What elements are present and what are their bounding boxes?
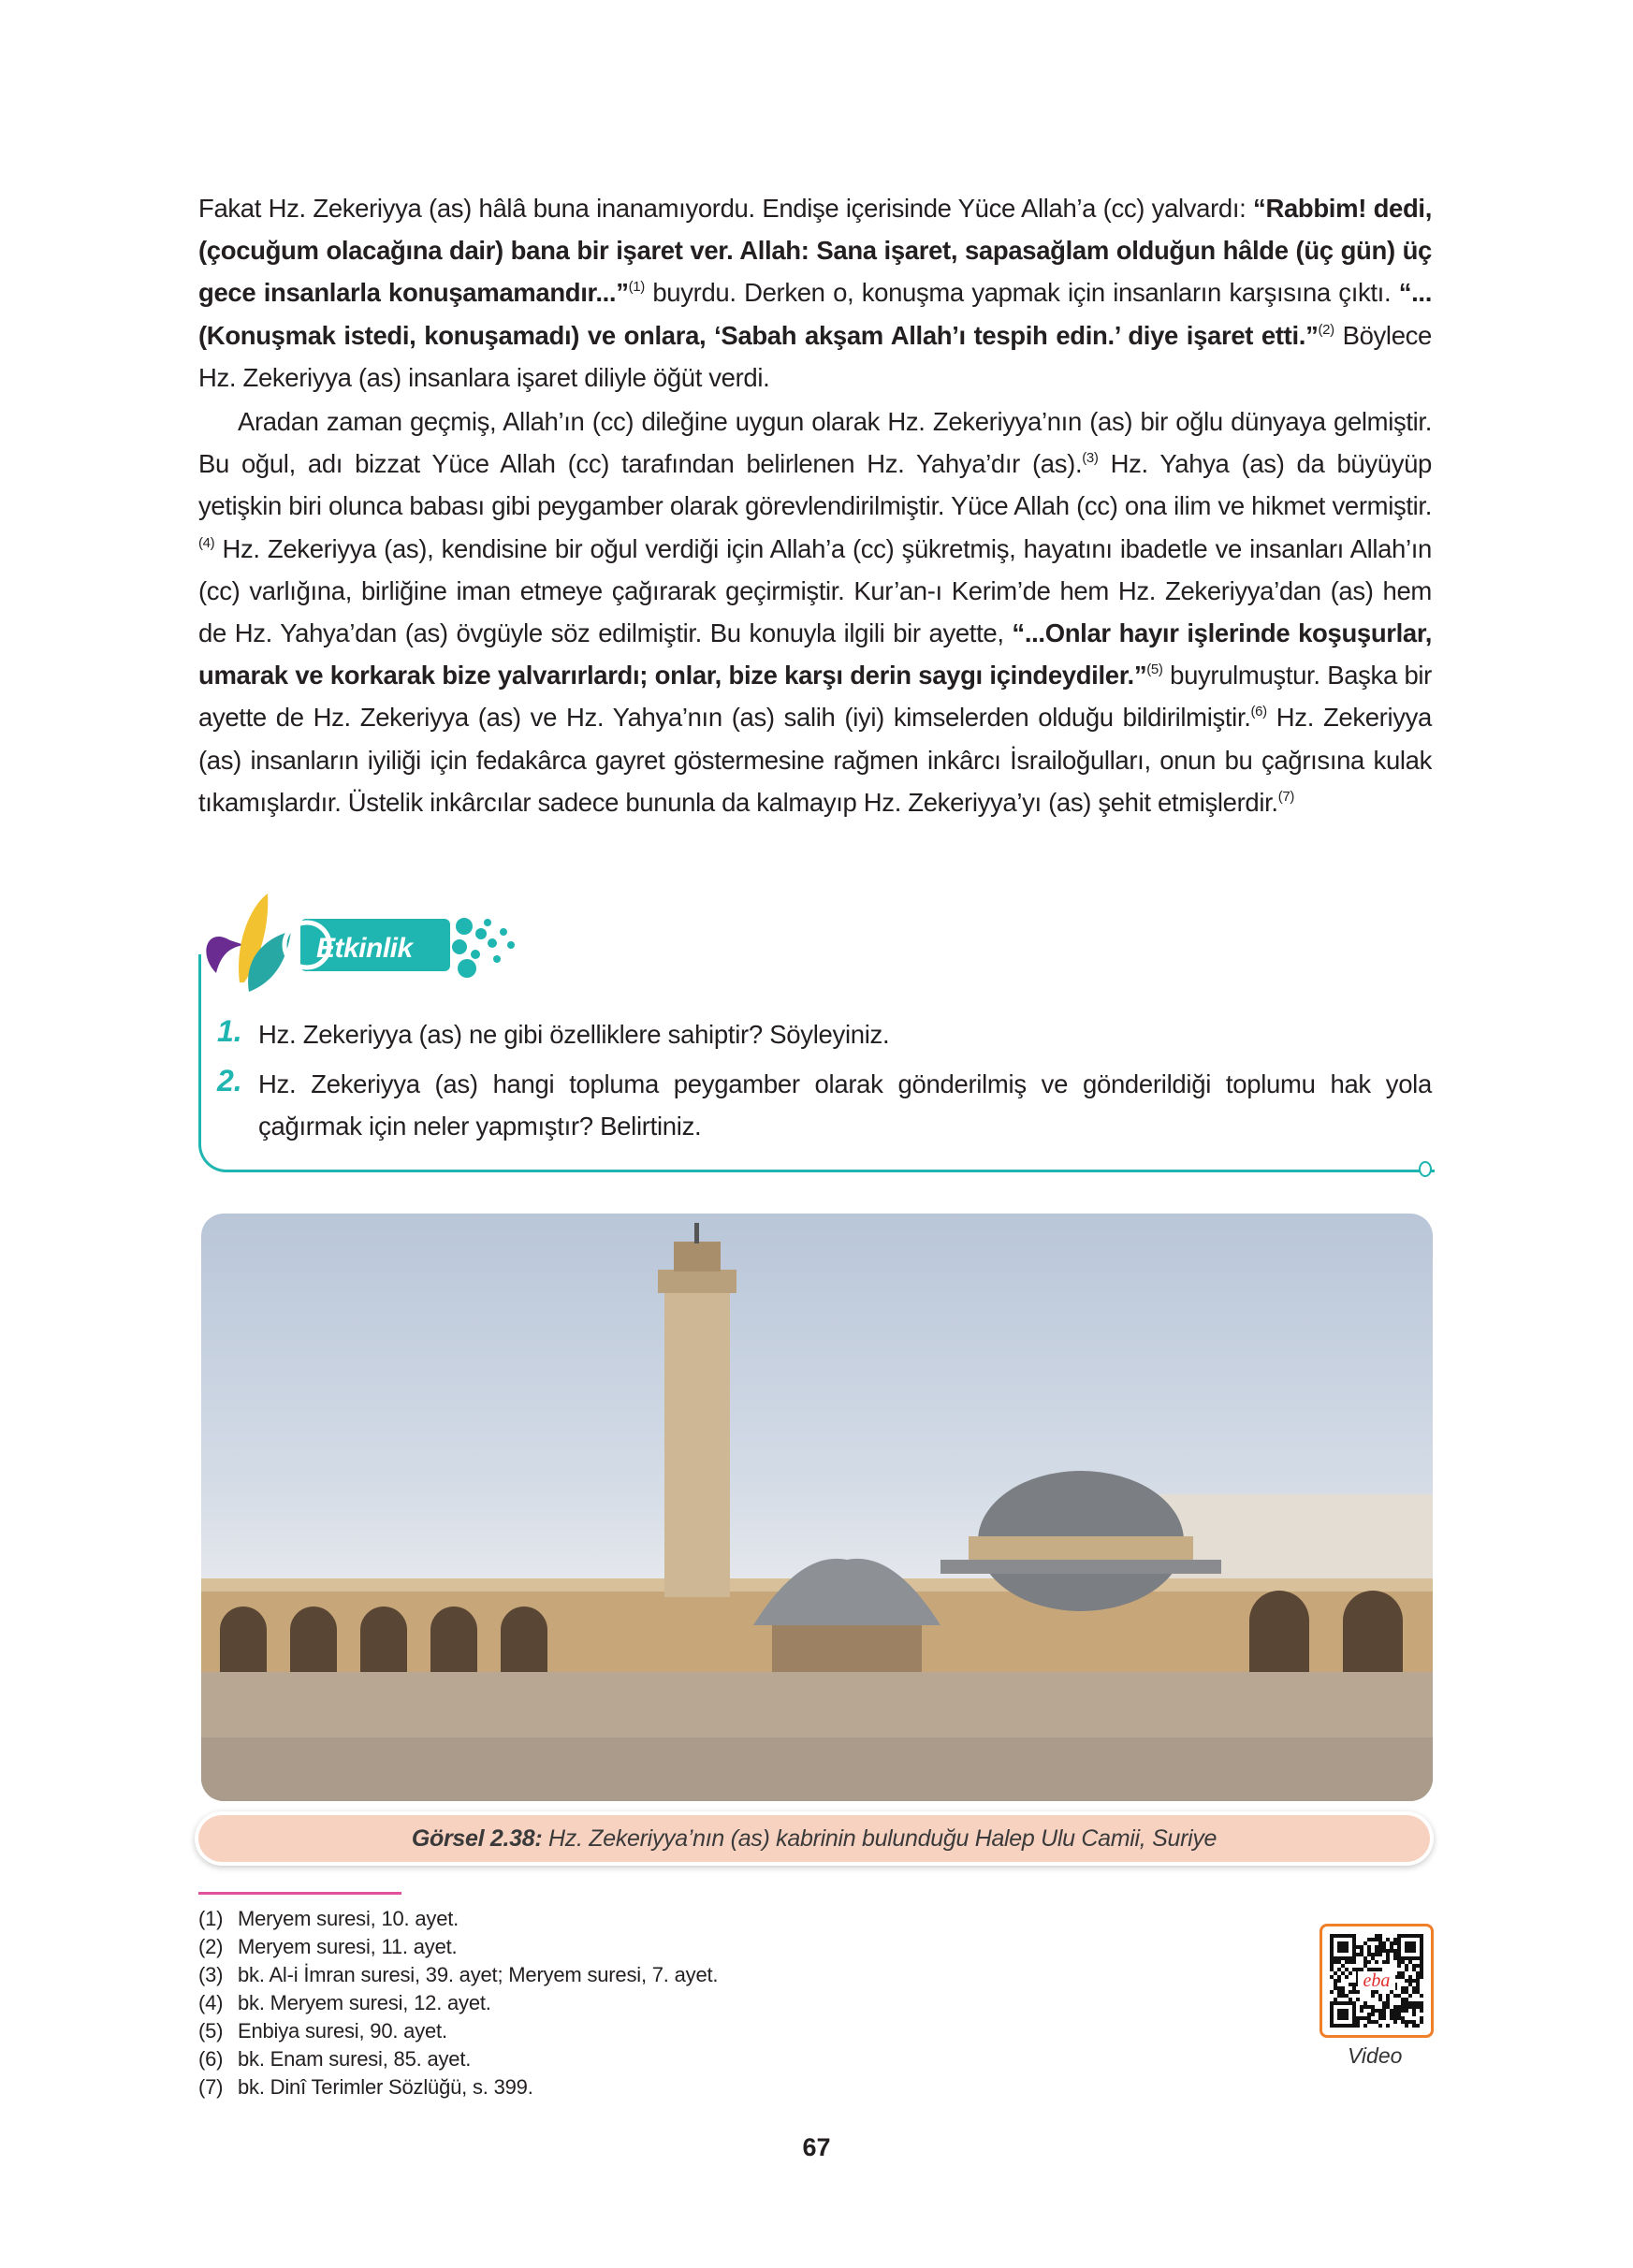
text-segment: buyrdu. Derken o, konuşma yapmak için insanların karşısına çıktı.: [644, 278, 1399, 308]
footnote-number: (6): [198, 2047, 224, 2071]
footnote-text: bk. Meryem suresi, 12. ayet.: [238, 1991, 491, 2014]
eba-logo: eba: [1363, 1970, 1391, 1991]
footnote-number: (4): [198, 1991, 224, 2014]
footnote-item: [198, 1989, 718, 2017]
footnote-text: bk. Al-i İmran suresi, 39. ayet; Meryem suresi, 7. ayet.: [238, 1963, 719, 1986]
footnotes: [198, 1905, 718, 2101]
paragraph-1: [198, 187, 1432, 399]
text-segment: Hz. Yahya (as) da büyüyüp yetişkin biri olunca babası gibi peygamber olarak görevlendirilmiştir. Yüce Allah (cc) ona ilim ve hikmet vermiştir.: [198, 449, 1432, 521]
quoted-verse: “Rabbim! dedi, (çocuğum olacağına dair) bana bir işaret ver. Allah: Sana işaret, sapasağlam olduğun hâlde (üç gün) üç gece insanlarla konuşamamandır...”: [198, 194, 1432, 308]
paragraph-2: [198, 400, 1432, 823]
question-number: 1.: [217, 1014, 242, 1048]
footnote-reference: (5): [1146, 662, 1163, 678]
footnote-text: bk. Dinî Terimler Sözlüğü, s. 399.: [238, 2075, 533, 2099]
page-number: 67: [802, 2133, 831, 2161]
caption-text: Hz. Zekeriyya’nın (as) kabrinin bulunduğu Halep Ulu Camii, Suriye: [542, 1825, 1217, 1852]
activity-title: Etkinlik: [316, 933, 413, 964]
question-number: 2.: [217, 1064, 242, 1098]
qr-code-icon: [1322, 1926, 1431, 2035]
figure-caption: [198, 1815, 1430, 1862]
footnote-text: bk. Enam suresi, 85. ayet.: [238, 2047, 472, 2071]
footnote-reference: (2): [1318, 321, 1334, 338]
text-segment: Böylece Hz. Zekeriyya (as) insanlara işaret diliyle öğüt verdi.: [198, 320, 1432, 392]
footnote-reference: (4): [198, 534, 215, 551]
text-segment: Aradan zaman geçmiş, Allah’ın (cc) dileğine uygun olarak Hz. Zekeriyya’nın (as) bir oğlu dünyaya gelmiştir. Bu oğul, adı bizzat Yüce Allah (cc) tarafından belirlenen Hz. Yahya’dır (as).: [198, 407, 1432, 479]
quoted-verse: “...(Konuşmak istedi, konuşamadı) ve onlara, ‘Sabah akşam Allah’ı tespih edin.’ diye işaret etti.”: [198, 278, 1432, 350]
footnote-reference: (6): [1250, 704, 1267, 720]
footnote-number: (5): [198, 2019, 224, 2043]
question-text: Hz. Zekeriyya (as) hangi topluma peygamber olarak gönderilmiş ve gönderildiği toplumu hak yola çağırmak için neler yapmıştır? Belirtiniz.: [258, 1069, 1432, 1141]
footnote-item: [198, 2017, 718, 2045]
footnote-item: [198, 1961, 718, 1989]
footnote-number: (2): [198, 1935, 224, 1958]
quoted-verse: “...Onlar hayır işlerinde koşuşurlar, umarak ve korkarak bize yalvarırlardı; onlar, bize karşı derin saygı içindeydiler.”: [198, 618, 1432, 691]
footnote-item: [198, 1933, 718, 1961]
footnote-reference: (1): [628, 279, 645, 296]
footnote-item: [198, 2045, 718, 2073]
text-segment: Fakat Hz. Zekeriyya (as) hâlâ buna inanamıyordu. Endişe içerisinde Yüce Allah’a (cc) yalvardı:: [198, 194, 1254, 223]
footnote-text: Meryem suresi, 10. ayet.: [238, 1907, 459, 1930]
footnote-item: [198, 1905, 718, 1933]
activity-line-end: [1419, 1161, 1432, 1177]
caption-label: Görsel 2.38:: [411, 1825, 543, 1852]
footnote-item: [198, 2073, 718, 2101]
footnote-divider: [198, 1892, 401, 1895]
text-segment: Hz. Zekeriyya (as) insanların iyiliği için fedakârca gayret göstermesine rağmen inkârcı İsrailoğulları, onun bu çağrısına kulak tıkamışlardır. Üstelik inkârcılar sadece bununla da kalmayıp Hz. Zekeriyya’yı (as) şehit etmişlerdir.: [198, 703, 1432, 817]
question-text: Hz. Zekeriyya (as) ne gibi özelliklere sahiptir? Söyleyiniz.: [258, 1020, 890, 1049]
footnote-number: (3): [198, 1963, 224, 1986]
mosque-illustration: [201, 1214, 1433, 1801]
text-segment: buyrulmuştur. Başka bir ayette de Hz. Zekeriyya (as) ve Hz. Yahya’nın (as) salih (iyi) kimselerden olduğu bildirilmiştir.: [198, 661, 1432, 733]
qr-code[interactable]: [1320, 1924, 1434, 2038]
footnote-number: (7): [198, 2075, 224, 2099]
footnote-reference: (3): [1082, 450, 1099, 467]
footnote-number: (1): [198, 1907, 224, 1930]
text-segment: Hz. Zekeriyya (as), kendisine bir oğul verdiği için Allah’a (cc) şükretmiş, hayatını ibadetle ve insanları Allah’ın (cc) varlığına, birliğine iman etmeye çağırarak geçirmiştir. Kur’an-ı Kerim’de hem Hz. Zekeriyya’dan (as) hem de Hz. Yahya’dan (as) övgüyle söz edilmiştir. Bu konuyla ilgili bir ayette,: [198, 533, 1432, 648]
qr-video-label: Video: [1348, 2043, 1403, 2068]
mosque-photo: [201, 1214, 1433, 1801]
footnote-text: Meryem suresi, 11. ayet.: [238, 1935, 458, 1958]
footnote-reference: (7): [1277, 788, 1294, 805]
footnote-text: Enbiya suresi, 90. ayet.: [238, 2019, 447, 2043]
